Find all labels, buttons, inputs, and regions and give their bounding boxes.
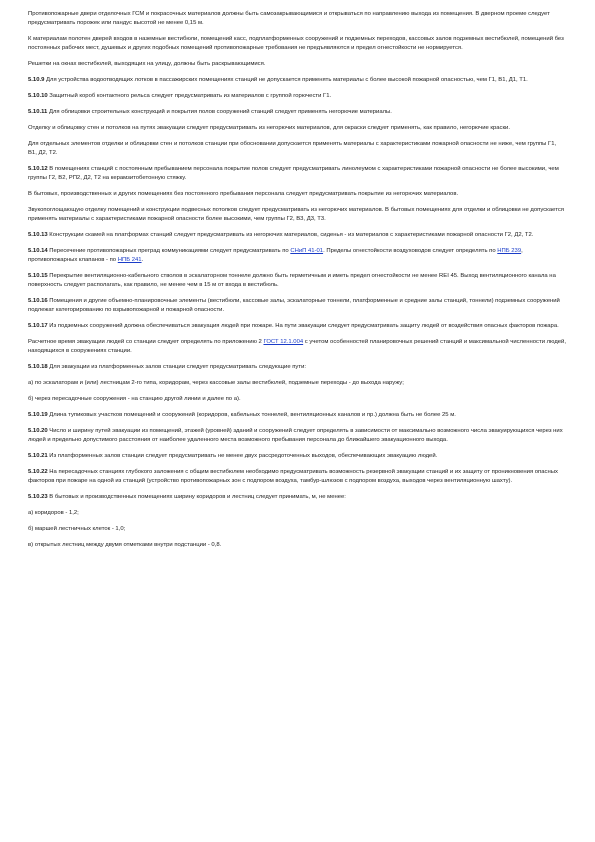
paragraph-text: Число и ширину путей эвакуации из помещений, этажей (уровней) зданий и сооружений следует определять в зависимости от максимально возможного числа эвакуирующихся через них людей и предельно допустимого расстояния от наиболее удаленного места возможного пребывания персонала до ближайшего эвакуационного выхода.	[28, 428, 563, 443]
paragraph	[28, 468, 566, 486]
paragraph-text: В помещениях станций с постоянным пребыванием персонала покрытие полов следует предусматривать линолеумом с характеристиками пожарной опасности не более высокими, чем группы Г2, В2, РП2, Д2, Т2 на керамзитобетонную стяжку.	[28, 166, 559, 181]
paragraph	[28, 338, 566, 356]
reference-link[interactable]: НПБ 239	[497, 248, 522, 254]
paragraph	[28, 108, 566, 117]
paragraph-text: Пересечение противопожарных преград коммуникациями следует предусматривать по	[47, 248, 291, 254]
clause-number: 5.10.23	[28, 494, 48, 500]
paragraph	[28, 190, 566, 199]
paragraph-text: В бытовых, производственных и других помещениях без постоянного пребывания персонала следует предусматривать покрытие из негорючих материалов.	[28, 191, 459, 197]
paragraph	[28, 525, 566, 534]
paragraph-text: .	[141, 257, 144, 263]
paragraph	[28, 297, 566, 315]
paragraph-text: В бытовых и производственных помещениях ширину коридоров и лестниц следует принимать, м, не менее:	[47, 494, 346, 500]
paragraph	[28, 411, 566, 420]
clause-number: 5.10.22	[28, 469, 48, 475]
paragraph	[28, 427, 566, 445]
paragraph-text: Конструкции скамей на платформах станций следует предусматривать из негорючих материалов, сиденья - из материалов с характеристиками пожарной опасности Г2, Д2, Т2.	[47, 232, 534, 238]
paragraph-text: . Пределы огнестойкости воздуховодов следует определять по	[323, 248, 498, 254]
clause-number: 5.10.12	[28, 166, 48, 172]
paragraph	[28, 60, 566, 69]
paragraph	[28, 124, 566, 133]
paragraph	[28, 395, 566, 404]
paragraph	[28, 379, 566, 388]
reference-link[interactable]: ГОСТ 12.1.004	[263, 339, 304, 345]
paragraph	[28, 493, 566, 502]
paragraph-text: Из подземных сооружений должна обеспечиваться эвакуация людей при пожаре. На пути эвакуации следует предусматривать защиту людей от воздействия опасных факторов пожара.	[47, 323, 559, 329]
paragraph	[28, 165, 566, 183]
paragraph	[28, 541, 566, 550]
paragraph	[28, 35, 566, 53]
paragraph-text: Звукопоглощающую отделку помещений и конструкции подвесных потолков следует предусматривать из негорючих материалов. В бытовых помещениях для отделки и облицовки не допускается применять материалы с характеристиками пожарной опасности более высокими, чем группы Г2, В3, Д3, Т3.	[28, 207, 564, 222]
paragraph	[28, 206, 566, 224]
clause-number: 5.10.10	[28, 93, 48, 99]
paragraph	[28, 92, 566, 101]
paragraph-text: Отделку и облицовку стен и потолков на путях эвакуации следует предусматривать из негорючих материалов, для окраски следует применять, как правило, негорючие краски.	[28, 125, 510, 131]
paragraph-text: Для устройства водоотводящих лотков в пассажирских помещениях станций не допускается применять материалы с более высокой пожарной опасностью, чем Г1, В1, Д1, Т1.	[44, 77, 528, 83]
clause-number: 5.10.11	[28, 109, 48, 115]
clause-number: 5.10.18	[28, 364, 48, 370]
paragraph	[28, 247, 566, 265]
paragraph	[28, 363, 566, 372]
paragraph-text: На пересадочных станциях глубокого заложения с общим вестибюлем необходимо предусматривать возможность резервной эвакуации станций и их защиту от проникновения опасных факторов при пожаре на одной из станций (устройство противопожарных зон с подпором воздуха, тамбур-шлюзов с подпором воздуха, выходов через вентиляционную шахту).	[28, 469, 558, 484]
reference-link[interactable]: НПБ 241	[117, 257, 142, 263]
paragraph-text: Перекрытие вентиляционно-кабельного стволов в эскалаторном тоннеле должно быть герметичным и иметь предел огнестойкости не менее REI 45. Выход вентиляционного канала на поверхность следует располагать, как правило, не менее чем в 15 м от входа в вестибюль.	[28, 273, 556, 288]
paragraph-text: Для отдельных элементов отделки и облицовки стен и потолков станции при обосновании допускается применять материалы с характеристиками пожарной опасности не ниже, чем группы Г1, В1, Д2, Т2.	[28, 141, 557, 156]
paragraph-text: Из платформенных залов станции следует предусматривать не менее двух рассредоточенных выходов, обеспечивающих эвакуацию людей.	[47, 453, 438, 459]
paragraph-text: , противопожарных клапанов - по	[28, 248, 523, 263]
paragraph	[28, 231, 566, 240]
paragraph-text: Для эвакуации из платформенных залов станции следует предусматривать следующие пути:	[47, 364, 306, 370]
paragraph	[28, 10, 566, 28]
clause-number: 5.10.16	[28, 298, 48, 304]
paragraph-text: Помещения и другие объемно-планировочные элементы (вестибюли, кассовые залы, эскалаторные тоннели, платформенные и средние залы станций, тоннели) подземных сооружений подлежат категорированию по взрывопожарной и пожарной опасности.	[28, 298, 560, 313]
clause-number: 5.10.20	[28, 428, 48, 434]
clause-number: 5.10.19	[28, 412, 48, 418]
paragraph-text: а) по эскалаторам и (или) лестницам 2-го типа, коридорам, через кассовые залы вестибюлей, подземные переходы - до выхода наружу;	[28, 380, 404, 386]
paragraph-text: в) открытых лестниц между двумя отметками внутри подстанции - 0,8.	[28, 542, 222, 548]
paragraph-text: с учетом особенностей планировочных решений станций и максимальной численности людей, находящихся в сооружениях станции.	[28, 339, 566, 354]
paragraph	[28, 76, 566, 85]
clause-number: 5.10.17	[28, 323, 48, 329]
clause-number: 5.10.21	[28, 453, 48, 459]
clause-number: 5.10.14	[28, 248, 48, 254]
paragraph-text: Расчетное время эвакуации людей со станции следует определять по приложению 2	[28, 339, 264, 345]
paragraph-text: Для облицовки строительных конструкций и покрытия полов сооружений станций следует применять негорючие материалы.	[47, 109, 392, 115]
paragraph	[28, 452, 566, 461]
paragraph-text: Противопожарные двери отделочных ГСМ и покрасочных материалов должны быть самозакрывающимися и открываться по направлению выхода из помещения. В дверном проеме следует предусматривать порожек или пандус высотой не менее 0,15 м.	[28, 11, 550, 26]
paragraph	[28, 140, 566, 158]
paragraph	[28, 509, 566, 518]
reference-link[interactable]: СНиП 41-01	[290, 248, 324, 254]
clause-number: 5.10.15	[28, 273, 48, 279]
paragraph	[28, 272, 566, 290]
clause-number: 5.10.9	[28, 77, 45, 83]
paragraph-text: Длина тупиковых участков помещений и сооружений (коридоров, кабельных тоннелей, вентиляционных каналов и пр.) должна быть не более 25 м.	[47, 412, 456, 418]
paragraph-text: Защитный короб контактного рельса следует предусматривать из материалов с группой горючести Г1.	[47, 93, 332, 99]
paragraph-text: К материалам полотен дверей входов в наземные вестибюли, помещений касс, подплатформенных сооружений и подземных переходов, кассовых залов подземных вестибюлей, помещений без постоянных рабочих мест, душевых и других подобных помещений противопожарные требования не предъявляются и предел огнестойкости не нормируется.	[28, 36, 564, 51]
paragraph-text: Решетки на окнах вестибюлей, выходящих на улицу, должны быть раскрывающимися.	[28, 61, 266, 67]
paragraph-text: б) маршей лестничных клеток - 1,0;	[28, 526, 126, 532]
paragraph-text: а) коридоров - 1,2;	[28, 510, 79, 516]
paragraph	[28, 322, 566, 331]
document-body	[28, 10, 566, 557]
clause-number: 5.10.13	[28, 232, 48, 238]
paragraph-text: б) через пересадочные сооружения - на станцию другой линии и далее по а).	[28, 396, 241, 402]
